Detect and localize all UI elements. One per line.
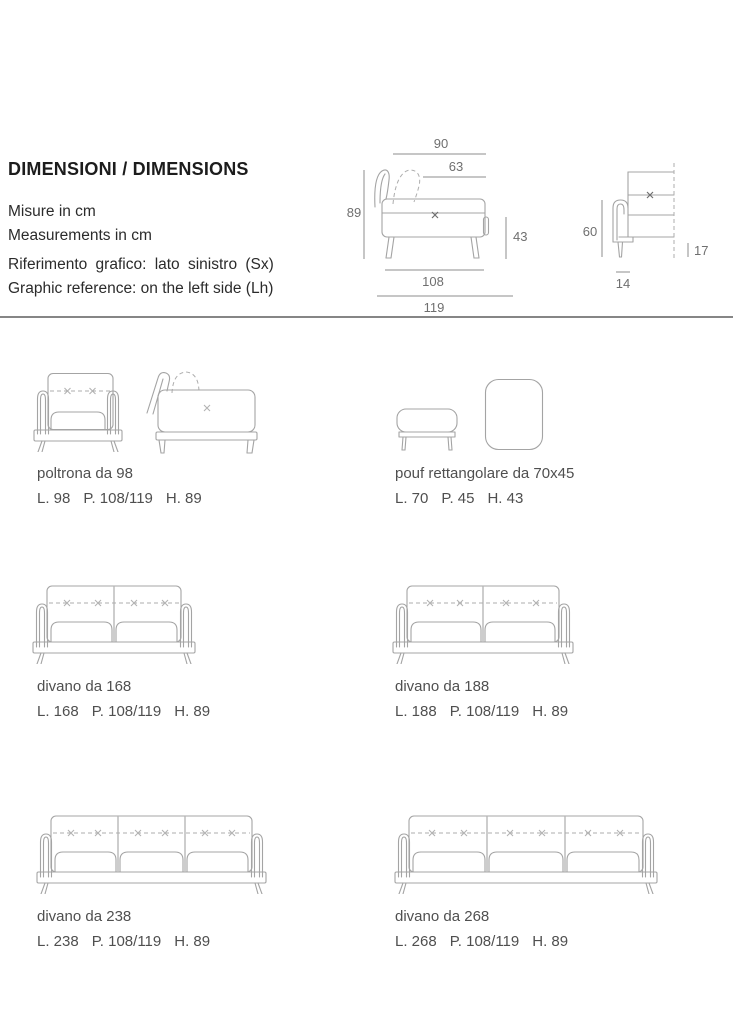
graphic-reference-it: Riferimento grafico: lato sinistro (Sx) bbox=[8, 256, 274, 273]
page-title: DIMENSIONI / DIMENSIONS bbox=[8, 159, 249, 179]
product-caption-pouf bbox=[395, 461, 574, 511]
depth-value: P. 108/119 bbox=[91, 703, 162, 720]
product-caption-divano-168 bbox=[37, 674, 210, 724]
dim-armrest-height-label: 60 bbox=[582, 224, 598, 239]
product-dimensions bbox=[395, 699, 568, 724]
length-value: L. 98 bbox=[37, 490, 71, 507]
length-value: L. 168 bbox=[37, 703, 79, 720]
armchair-front-drawing bbox=[33, 372, 123, 452]
sofa-188-drawing bbox=[392, 584, 574, 664]
product-caption-divano-188 bbox=[395, 674, 568, 724]
length-value: L. 268 bbox=[395, 933, 437, 950]
height-value: H. 89 bbox=[532, 703, 569, 720]
product-name: pouf rettangolare da 70x45 bbox=[395, 465, 575, 482]
product-name: poltrona da 98 bbox=[37, 465, 133, 482]
armrest-front-dimension-diagram bbox=[575, 150, 725, 295]
graphic-reference-en: Graphic reference: on the left side (Lh) bbox=[8, 280, 274, 297]
section-divider bbox=[0, 316, 733, 318]
depth-value: P. 108/119 bbox=[83, 490, 153, 507]
product-dimensions bbox=[37, 486, 202, 511]
height-value: H. 89 bbox=[532, 933, 569, 950]
height-value: H. 89 bbox=[174, 703, 211, 720]
sofa-side-dimension-diagram bbox=[343, 133, 540, 315]
dim-leg-height-label: 17 bbox=[694, 243, 709, 258]
product-dimensions bbox=[395, 486, 574, 511]
product-name: divano da 268 bbox=[395, 908, 490, 925]
length-value: L. 188 bbox=[395, 703, 437, 720]
length-value: L. 70 bbox=[395, 490, 429, 507]
units-note-it: Misure in cm bbox=[8, 203, 96, 220]
depth-value: P. 108/119 bbox=[449, 933, 520, 950]
stitch-mark bbox=[457, 600, 463, 606]
dim-armrest-width-label: 14 bbox=[615, 276, 631, 291]
dim-total-height-label: 89 bbox=[346, 205, 362, 220]
pouf-front-drawing bbox=[396, 408, 458, 451]
sofa-238-drawing bbox=[36, 814, 267, 894]
depth-value: P. 108/119 bbox=[449, 703, 520, 720]
sofa-168-drawing bbox=[32, 584, 196, 664]
height-value: H. 43 bbox=[487, 490, 524, 507]
dim-depth-total-label: 119 bbox=[423, 300, 445, 315]
dim-seat-height-label: 43 bbox=[513, 229, 528, 244]
dim-back-width-inner-label: 63 bbox=[448, 159, 464, 174]
product-dimensions bbox=[37, 929, 210, 954]
depth-value: P. 45 bbox=[441, 490, 475, 507]
length-value: L. 238 bbox=[37, 933, 79, 950]
product-name: divano da 238 bbox=[37, 908, 132, 925]
product-dimensions bbox=[395, 929, 568, 954]
height-value: H. 89 bbox=[165, 490, 202, 507]
dim-depth-seat-label: 108 bbox=[422, 274, 444, 289]
stitch-mark bbox=[585, 830, 591, 836]
sofa-side-silhouette bbox=[375, 170, 489, 258]
product-caption-poltrona bbox=[37, 461, 202, 511]
armchair-side-drawing bbox=[145, 368, 259, 454]
stitch-mark bbox=[204, 405, 210, 411]
height-value: H. 89 bbox=[174, 933, 211, 950]
armrest-front-silhouette bbox=[613, 163, 674, 260]
product-name: divano da 188 bbox=[395, 678, 490, 695]
product-dimensions bbox=[37, 699, 210, 724]
units-note-en: Measurements in cm bbox=[8, 227, 152, 244]
sofa-268-drawing bbox=[394, 814, 658, 894]
depth-value: P. 108/119 bbox=[91, 933, 162, 950]
product-caption-divano-268 bbox=[395, 904, 568, 954]
product-name: divano da 168 bbox=[37, 678, 132, 695]
dim-back-width-top-label: 90 bbox=[433, 136, 449, 151]
pouf-top-view-drawing bbox=[484, 378, 544, 451]
product-caption-divano-238 bbox=[37, 904, 210, 954]
